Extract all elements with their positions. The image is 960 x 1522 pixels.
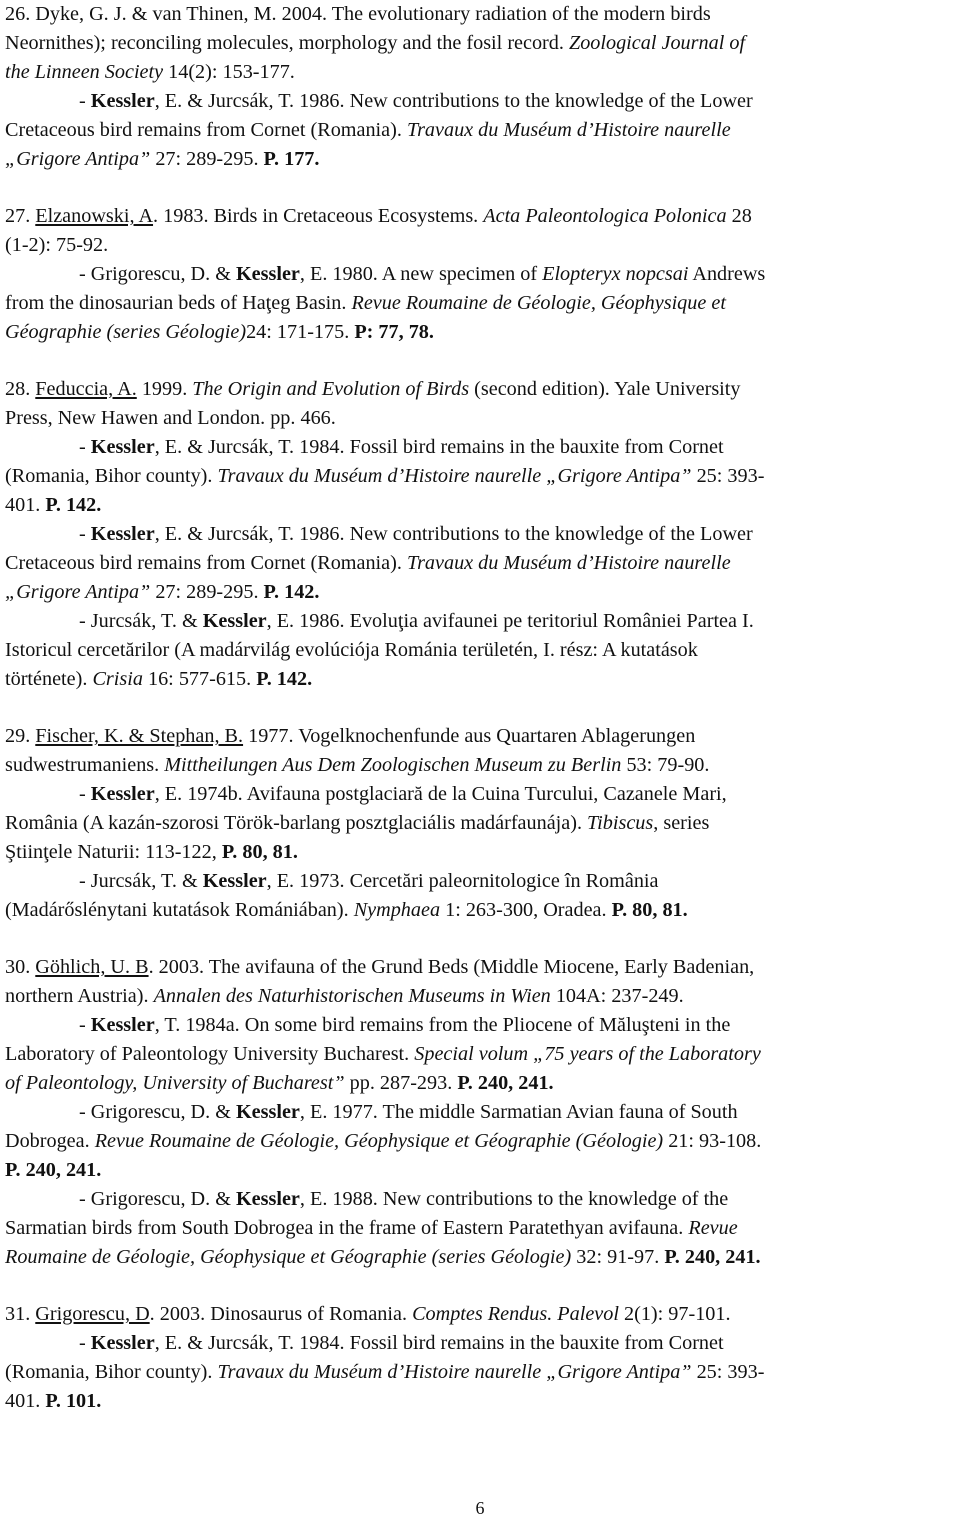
text-line: Dobrogea. Revue Roumaine de Géologie, Géophysique et Géographie (Géologie) 21: 93-108. [5, 1130, 762, 1152]
text-line: - Kessler, E. 1974b. Avifauna postglaciară de la Cuina Turcului, Cazanele Mari, [79, 783, 727, 805]
reference-entry-27 [5, 202, 952, 347]
reference-entry-28 [5, 375, 952, 694]
text-line: 30. Göhlich, U. B. 2003. The avifauna of the Grund Beds (Middle Miocene, Early Badenian, [5, 956, 755, 978]
text-line: sudwestrumaniens. Mittheilungen Aus Dem Zoologischen Museum zu Berlin 53: 79-90. [5, 754, 710, 776]
text-line: Cretaceous bird remains from Cornet (Romania). Travaux du Muséum d’Histoire naurelle [5, 552, 731, 574]
text-line: - Grigorescu, D. & Kessler, E. 1977. The middle Sarmatian Avian fauna of South [79, 1101, 738, 1123]
text-line: Cretaceous bird remains from Cornet (Romania). Travaux du Muséum d’Histoire naurelle [5, 119, 731, 141]
text-line: Laboratory of Paleontology University Bucharest. Special volum „75 years of the Laboratory [5, 1043, 761, 1065]
text-line: „Grigore Antipa” 27: 289-295. P. 142. [5, 581, 320, 603]
text-line: „Grigore Antipa” 27: 289-295. P. 177. [5, 148, 320, 170]
text-line: Ştiinţele Naturii: 113-122, P. 80, 81. [5, 841, 298, 863]
reference-entry-31 [5, 1300, 952, 1416]
text-line: (Romania, Bihor county). Travaux du Muséum d’Histoire naurelle „Grigore Antipa” 25: 393- [5, 1361, 765, 1383]
text-line: - Jurcsák, T. & Kessler, E. 1973. Cercetări paleornitologice în România [79, 870, 659, 892]
text-line: - Kessler, E. & Jurcsák, T. 1984. Fossil bird remains in the bauxite from Cornet [79, 436, 724, 458]
text-line: northern Austria). Annalen des Naturhistorischen Museums in Wien 104A: 237-249. [5, 985, 684, 1007]
text-line: Press, New Hawen and London. pp. 466. [5, 407, 336, 429]
text-line: története). Crisia 16: 577-615. P. 142. [5, 668, 313, 690]
text-line: 31. Grigorescu, D. 2003. Dinosaurus of Romania. Comptes Rendus. Palevol 2(1): 97-101. [5, 1303, 731, 1325]
reference-list [5, 0, 952, 1416]
reference-entry-26 [5, 0, 952, 174]
text-line: (Madárőslénytani kutatások Romániában). Nymphaea 1: 263-300, Oradea. P. 80, 81. [5, 899, 688, 921]
page-number: 6 [475, 1498, 485, 1518]
text-line: - Grigorescu, D. & Kessler, E. 1988. New contributions to the knowledge of the [79, 1188, 729, 1210]
text-line: - Grigorescu, D. & Kessler, E. 1980. A new specimen of Elopteryx nopcsai Andrews [79, 263, 766, 285]
text-line: 401. P. 101. [5, 1390, 102, 1412]
text-line: Géographie (series Géologie)24: 171-175. P: 77, 78. [5, 321, 434, 343]
text-line: 29. Fischer, K. & Stephan, B. 1977. Vogelknochenfunde aus Quartaren Ablagerungen [5, 725, 696, 747]
text-line: 28. Feduccia, A. 1999. The Origin and Evolution of Birds (second edition). Yale University [5, 378, 741, 400]
text-line: Roumaine de Géologie, Géophysique et Géographie (series Géologie) 32: 91-97. P. 240, 241. [5, 1246, 761, 1268]
text-line: from the dinosaurian beds of Haţeg Basin. Revue Roumaine de Géologie, Géophysique et [5, 292, 726, 314]
text-line: 26. Dyke, G. J. & van Thinen, M. 2004. The evolutionary radiation of the modern birds [5, 3, 711, 25]
text-line: - Jurcsák, T. & Kessler, E. 1986. Evoluţia avifaunei pe teritoriul României Partea I. [79, 610, 754, 632]
text-line: Sarmatian birds from South Dobrogea in the frame of Eastern Paratethyan avifauna. Revue [5, 1217, 738, 1239]
text-line: Neornithes); reconciling molecules, morphology and the fosil record. Zoological Journal of [5, 32, 746, 54]
text-line: of Paleontology, University of Bucharest” pp. 287-293. P. 240, 241. [5, 1072, 554, 1094]
text-line: the Linneen Society 14(2): 153-177. [5, 61, 295, 83]
text-line: - Kessler, T. 1984a. On some bird remains from the Pliocene of Măluşteni in the [79, 1014, 731, 1036]
text-line: Istoricul cercetărilor (A madárvilág evolúciója Románia területén, I. rész: A kutatások [5, 639, 698, 661]
reference-entry-29 [5, 722, 952, 925]
text-line: (1-2): 75-92. [5, 234, 109, 256]
text-line: (Romania, Bihor county). Travaux du Muséum d’Histoire naurelle „Grigore Antipa” 25: 393- [5, 465, 765, 487]
reference-entry-30 [5, 953, 952, 1272]
text-line: - Kessler, E. & Jurcsák, T. 1984. Fossil bird remains in the bauxite from Cornet [79, 1332, 724, 1354]
text-line: P. 240, 241. [5, 1159, 102, 1181]
text-line: România (A kazán-szorosi Török-barlang posztglaciális madárfaunája). Tibiscus, series [5, 812, 710, 834]
text-line: - Kessler, E. & Jurcsák, T. 1986. New contributions to the knowledge of the Lower [79, 523, 753, 545]
text-line: 27. Elzanowski, A. 1983. Birds in Cretaceous Ecosystems. Acta Paleontologica Polonica 28 [5, 205, 752, 227]
text-line: - Kessler, E. & Jurcsák, T. 1986. New contributions to the knowledge of the Lower [79, 90, 753, 112]
text-line: 401. P. 142. [5, 494, 102, 516]
